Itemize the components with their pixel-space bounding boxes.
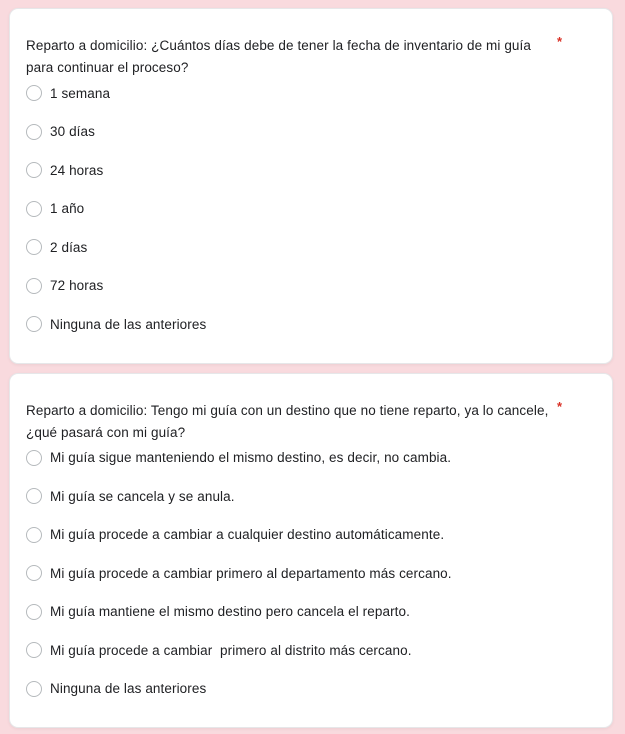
option-label: Ninguna de las anteriores — [50, 316, 207, 332]
option-label: Mi guía procede a cambiar primero al departamento más cercano. — [50, 565, 452, 581]
radio-option[interactable] — [26, 190, 596, 229]
radio-button-icon[interactable] — [26, 124, 42, 140]
option-label: Ninguna de las anteriores — [50, 681, 207, 697]
options-list — [26, 439, 596, 709]
radio-button-icon[interactable] — [26, 316, 42, 332]
radio-button-icon[interactable] — [26, 642, 42, 658]
radio-option[interactable] — [26, 631, 596, 670]
question-card-2 — [9, 373, 613, 729]
radio-button-icon[interactable] — [26, 527, 42, 543]
option-label: 24 horas — [50, 162, 104, 178]
radio-button-icon[interactable] — [26, 565, 42, 581]
radio-button-icon[interactable] — [26, 488, 42, 504]
radio-option[interactable] — [26, 228, 596, 267]
radio-option[interactable] — [26, 516, 596, 555]
option-label: Mi guía sigue manteniendo el mismo destino, es decir, no cambia. — [50, 450, 452, 466]
option-label: Mi guía procede a cambiar primero al distrito más cercano. — [50, 642, 412, 658]
radio-option[interactable] — [26, 305, 596, 344]
options-list — [26, 74, 596, 344]
radio-option[interactable] — [26, 439, 596, 478]
option-label: 2 días — [50, 239, 88, 255]
radio-option[interactable] — [26, 477, 596, 516]
radio-option[interactable] — [26, 554, 596, 593]
radio-button-icon[interactable] — [26, 239, 42, 255]
radio-option[interactable] — [26, 151, 596, 190]
radio-option[interactable] — [26, 670, 596, 709]
radio-button-icon[interactable] — [26, 85, 42, 101]
option-label: 72 horas — [50, 278, 104, 294]
radio-button-icon[interactable] — [26, 278, 42, 294]
radio-button-icon[interactable] — [26, 162, 42, 178]
option-label: Mi guía procede a cambiar a cualquier destino automáticamente. — [50, 527, 445, 543]
option-label: 30 días — [50, 124, 95, 140]
required-asterisk-icon: * — [556, 398, 562, 414]
radio-option[interactable] — [26, 113, 596, 152]
radio-button-icon[interactable] — [26, 681, 42, 697]
required-asterisk-icon: * — [556, 34, 562, 49]
radio-button-icon[interactable] — [26, 450, 42, 466]
radio-option[interactable] — [26, 267, 596, 306]
radio-button-icon[interactable] — [26, 201, 42, 217]
option-label: Mi guía mantiene el mismo destino pero cancela el reparto. — [50, 604, 410, 620]
radio-option[interactable] — [26, 74, 596, 113]
option-label: 1 año — [50, 201, 85, 217]
option-label: Mi guía se cancela y se anula. — [50, 488, 235, 504]
question-title: Reparto a domicilio: ¿Cuántos días debe de tener la fecha de inventario de mi guía para continuar el proceso? — [26, 38, 531, 75]
radio-option[interactable] — [26, 593, 596, 632]
radio-button-icon[interactable] — [26, 604, 42, 620]
question-card-1 — [9, 8, 613, 364]
option-label: 1 semana — [50, 85, 111, 101]
question-title: Reparto a domicilio: Tengo mi guía con un destino que no tiene reparto, ya lo cancele, ¿qué pasará con mi guía? — [26, 402, 549, 440]
